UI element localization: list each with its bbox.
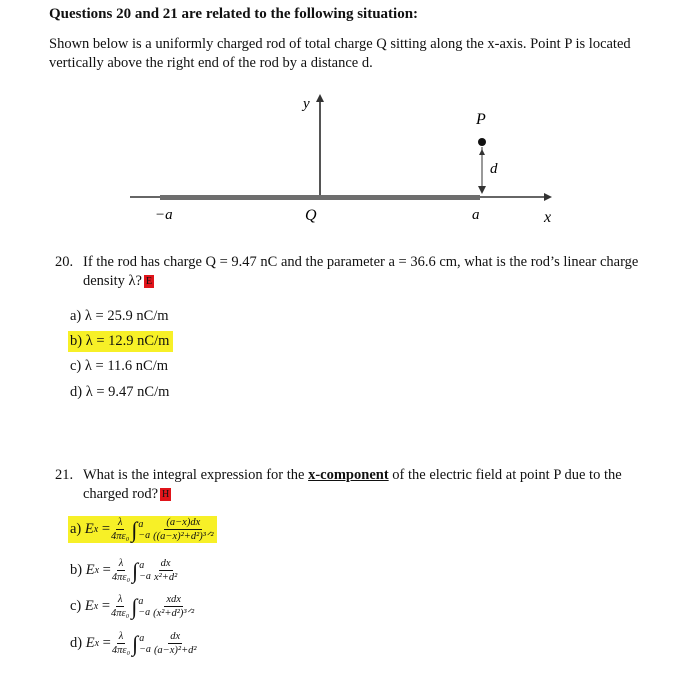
question-20-text-block xyxy=(83,253,643,291)
question-20-text: If the rod has charge Q = 9.47 nC and the parameter a = 36.6 cm, what is the rod’s linear charge density λ? xyxy=(83,254,639,289)
question-21-tag: H xyxy=(162,489,170,500)
intro-paragraph: Shown below is a uniformly charged rod of total charge Q sitting along the x-axis. Point P is located vertically above the right end of the rod by a distance d. xyxy=(49,36,631,71)
q20-option-d[interactable]: d) λ = 9.47 nC/m xyxy=(70,384,170,400)
rod-diagram xyxy=(0,0,687,240)
q20-option-a[interactable]: a) λ = 25.9 nC/m xyxy=(70,308,169,324)
question-20-number: 20. xyxy=(55,254,74,270)
q21-option-d[interactable]: d) E x = $\frac{\lambda}{\text{4πε₀}}$ ∫ a −a $\frac{dx}{\text{(a−x)²+d²}}$ xyxy=(70,630,197,656)
distance-d-label: d xyxy=(490,161,498,177)
q20-option-b[interactable]: b) λ = 12.9 nC/m xyxy=(68,331,173,352)
question-21-emphasis: x-component xyxy=(308,467,389,483)
distance-d-arrow-up xyxy=(479,149,485,155)
section-heading: Questions 20 and 21 are related to the following situation: xyxy=(49,6,419,22)
distance-d-arrow-down xyxy=(478,186,486,194)
y-axis-label: y xyxy=(303,96,310,112)
question-21-text-block: What is the integral expression for the x-component of the electric field at point P due to the charged rod? H xyxy=(83,467,622,502)
x-axis-label: x xyxy=(544,209,552,226)
charged-rod xyxy=(160,195,480,200)
q20-option-c[interactable]: c) λ = 11.6 nC/m xyxy=(70,358,169,374)
right-end-label: a xyxy=(472,207,480,223)
q21-option-a[interactable]: a) E x = $\frac{\lambda}{\text{4πε₀}}$ ∫ a −a $\frac{(a-x)dx}{\text{((a−x)²+d²)³ᐟ²}}$ xyxy=(68,516,217,543)
q21-option-b[interactable]: b) E x = $\frac{\lambda}{\text{4πε₀}}$ ∫ a −a $\frac{dx}{\text{x²+d²}}$ xyxy=(70,557,178,583)
center-charge-label: Q xyxy=(305,207,317,224)
y-axis-arrow xyxy=(316,94,324,102)
question-20 xyxy=(55,253,655,293)
point-p-label: P xyxy=(476,111,486,128)
question-21 xyxy=(55,466,665,506)
point-p-dot xyxy=(478,138,486,146)
q21-option-c[interactable]: c) E x = $\frac{\lambda}{\text{4πε₀}}$ ∫ a −a $\frac{\text{xdx}}{\text{(x²+d²)³ᐟ²}}$ xyxy=(70,593,195,619)
question-21-number: 21. xyxy=(55,467,74,483)
question-20-tag: E xyxy=(145,276,153,287)
left-end-label: −a xyxy=(155,207,173,223)
x-axis-arrow xyxy=(544,193,552,201)
